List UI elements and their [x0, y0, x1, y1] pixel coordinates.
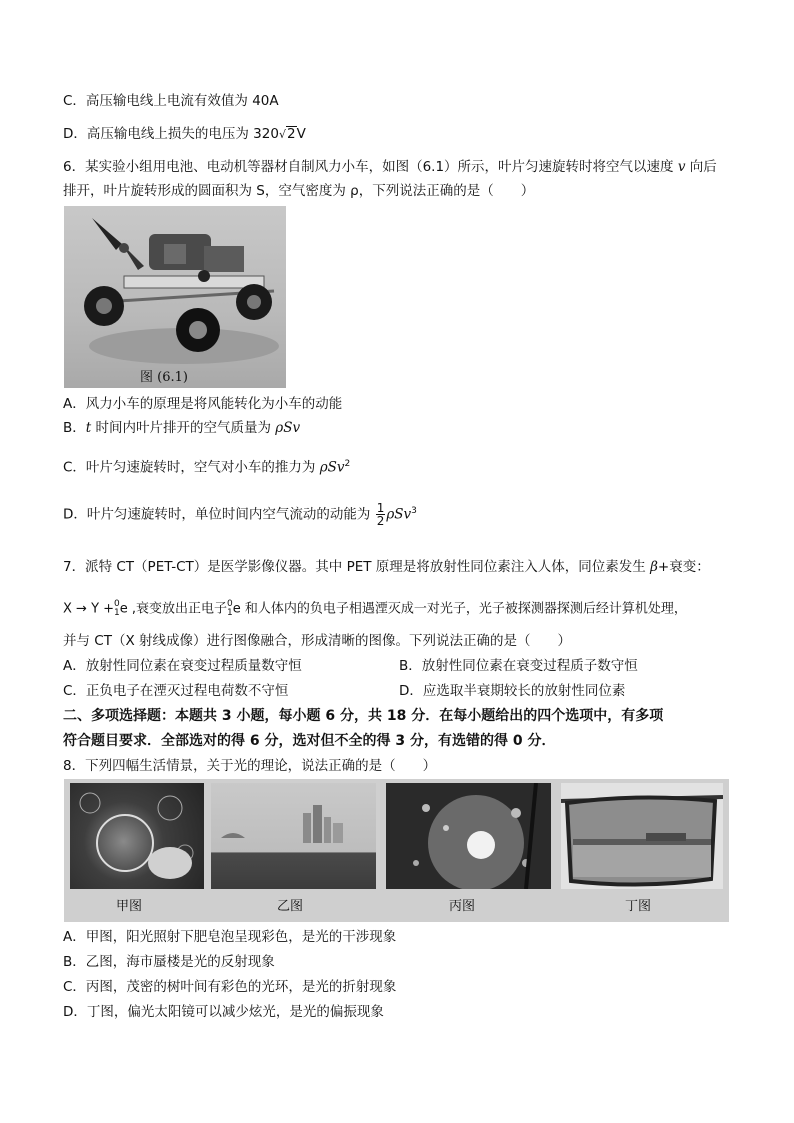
fraction-denominator: 2: [376, 514, 385, 528]
q7-beta: β: [650, 559, 658, 575]
section-2-heading-line1: 二、多项选择题：本题共 3 小题，每小题 6 分，共 18 分．在每小题给出的四个选项中，有多项: [63, 708, 664, 724]
q6-stem-line1: [63, 158, 717, 176]
q8-option-d: D．丁图，偏光太阳镜可以减少炫光，是光的偏振现象: [63, 1004, 384, 1020]
q6-option-b: [63, 419, 300, 437]
q7-option-a: A．放射性同位素在衰变过程质量数守恒: [63, 658, 302, 674]
q7-equation: X → Y +: [63, 601, 115, 617]
q8-option-c: C．丙图，茂密的树叶间有彩色的光环，是光的折射现象: [63, 979, 397, 995]
soap-bubble-photo: [70, 783, 204, 889]
q8-option-a: A．甲图，阳光照射下肥皂泡呈现彩色，是光的干涉现象: [63, 929, 397, 945]
q6-option-b-label: B．: [63, 420, 86, 436]
q7-stem-line2: [63, 600, 687, 619]
q7-stem-line1: [63, 558, 710, 576]
q6-option-b-expr: ρSv: [275, 420, 301, 436]
wind-car-illustration: [64, 206, 286, 388]
q6-stem-line2: 排开，叶片旋转形成的圆面积为 S，空气密度为 ρ，下列说法正确的是（ ）: [63, 183, 535, 199]
q7-stem-tail: +衰变：: [657, 559, 710, 575]
q8-option-b: B．乙图，海市蜃楼是光的反射现象: [63, 954, 275, 970]
q6-stem-text: 6．某实验小组用电池、电动机等器材自制风力小车，如图（6.1）所示，叶片匀速旋转时将空气以速度: [63, 159, 678, 175]
q8-stem: 8．下列四幅生活情景，关于光的理论，说法正确的是（ ）: [63, 758, 437, 774]
wind-car-photo: [64, 206, 286, 388]
q6-option-b-text: 时间内叶片排开的空气质量为: [91, 420, 276, 436]
tree-leaves-illustration: [386, 783, 551, 889]
q7-positron-charge: 1: [114, 608, 120, 618]
q7-option-b: B．放射性同位素在衰变过程质子数守恒: [399, 658, 638, 674]
q5-option-d: D．高压输电线上损失的电压为 320√2V: [63, 126, 306, 142]
q7-stem-line2-tail: e 和人体内的负电子相遇湮灭成一对光子，光子被探测器探测后经计算机处理，: [232, 601, 687, 617]
mirage-illustration: [211, 783, 376, 889]
q7-positron-mass-2: 0: [227, 599, 233, 609]
q6-option-c-exp: 2: [344, 459, 351, 469]
q6-option-c: [63, 455, 350, 477]
q6-option-d-text: D．叶片匀速旋转时，单位时间内空气流动的动能为: [63, 506, 375, 523]
q6-stem-tail: 向后: [685, 159, 717, 175]
q7-positron-charge-2: 1: [227, 608, 233, 618]
caption-bing: 丙图: [449, 899, 476, 914]
q5-option-d-text: D．高压输电线上损失的电压为 320: [63, 126, 279, 142]
q6-option-d-expr: ρSv: [386, 506, 412, 523]
q6-var-t: t: [85, 420, 92, 436]
q6-option-d-fraction: [376, 502, 386, 527]
q7-stem-line3: 并与 CT（X 射线成像）进行图像融合，形成清晰的图像。下列说法正确的是（ ）: [63, 633, 572, 649]
polarized-sunglasses-photo: [561, 783, 723, 889]
figure-6-1-caption: 图 (6.1): [140, 370, 188, 385]
section-2-heading-line2: 符合题目要求．全部选对的得 6 分，选对但不全的得 3 分，有选错的得 0 分．: [63, 733, 556, 749]
q7-option-d: D．应选取半衰期较长的放射性同位素: [399, 683, 626, 699]
q7-positron-mass: 0: [114, 599, 120, 609]
caption-yi: 乙图: [277, 899, 304, 914]
soap-bubble-illustration: [70, 783, 204, 889]
caption-jia: 甲图: [116, 899, 143, 914]
q6-option-c-text: C．叶片匀速旋转时，空气对小车的推力为: [63, 459, 320, 476]
q5-option-d-unit: V: [296, 126, 306, 142]
q6-option-c-expr: ρSv: [319, 459, 345, 476]
light-phenomena-photos: [64, 779, 729, 922]
q6-option-d: [63, 502, 417, 527]
q5-option-d-sqrt: 2: [286, 126, 296, 142]
q6-var-v: v: [677, 159, 686, 175]
sunglasses-illustration: [561, 783, 723, 889]
q7-stem-mid: e ,衰变放出正电子: [119, 601, 228, 617]
q5-option-c: C．高压输电线上电流有效值为 40A: [63, 93, 279, 109]
caption-ding: 丁图: [625, 899, 652, 914]
tree-leaves-photo: [386, 783, 551, 889]
fraction-numerator: 1: [376, 501, 385, 515]
mirage-photo: [211, 783, 376, 889]
q7-option-c: C．正负电子在湮灭过程电荷数不守恒: [63, 683, 289, 699]
q7-stem-text: 7．派特 CT（PET-CT）是医学影像仪器。其中 PET 原理是将放射性同位素注入人体，同位素发生: [63, 559, 651, 575]
q6-option-d-exp: 3: [411, 506, 417, 516]
q6-option-a: A．风力小车的原理是将风能转化为小车的动能: [63, 396, 343, 412]
